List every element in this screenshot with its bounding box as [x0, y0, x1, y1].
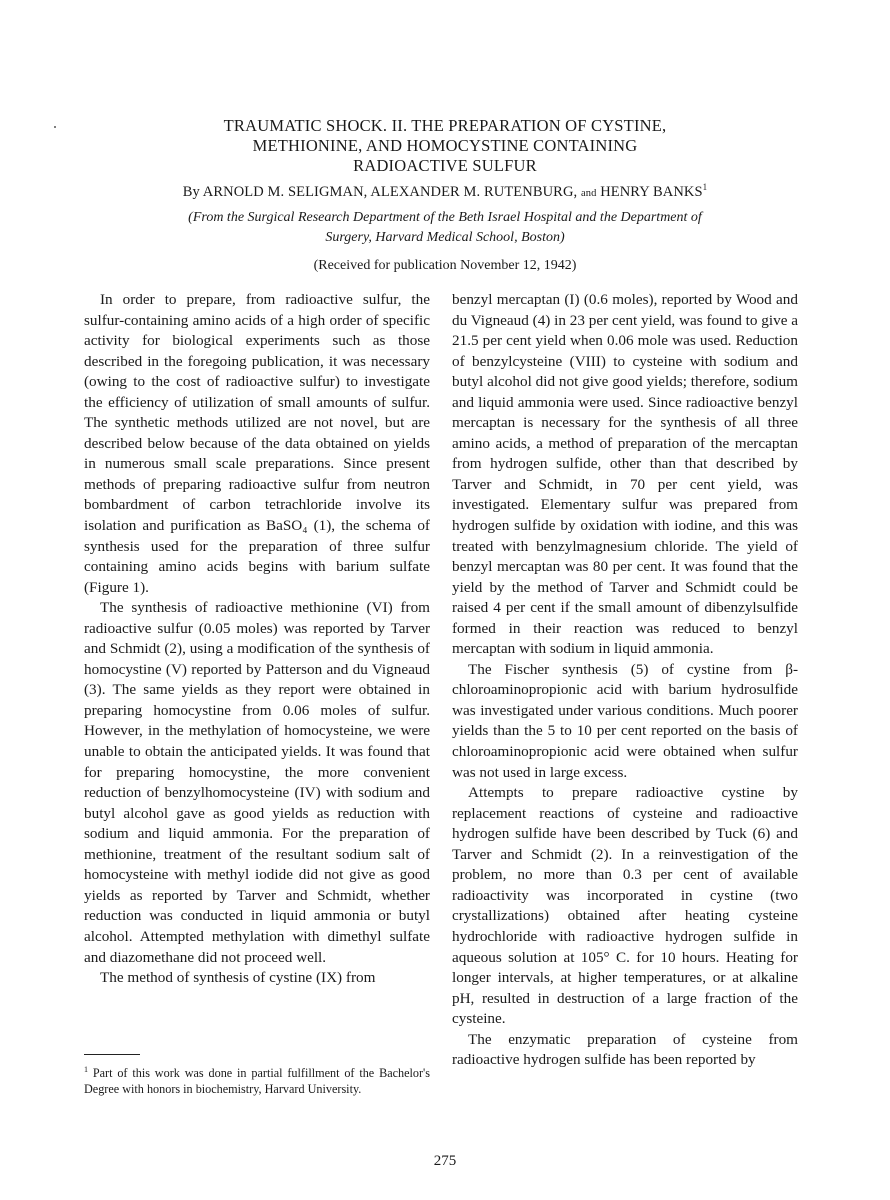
and-word: and	[580, 187, 597, 199]
paragraph: Attempts to prepare radioactive cystine by replacement reactions of cysteine and radioactive hydrogen sulfide have been described by Tuck (6) and Tarver and Schmidt (2). In a reinvestigation of the problem, no more than 0.3 per cent of available radioactivity was incorporated in cystine (two crystallizations) obtained after heating cysteine hydrochloride with radioactive hydrogen sulfide in aqueous solution at 105° C. for 10 hours. Heating for longer intervals, at higher temperatures, or at alkaline pH, resulted in destruction of a large fraction of the cysteine.	[452, 784, 798, 1028]
page-number: 275	[433, 1153, 457, 1169]
footnote-rule	[84, 1054, 140, 1055]
right-column	[452, 290, 798, 1071]
speck-mark	[54, 126, 56, 128]
footnote-marker: 1	[702, 182, 708, 192]
author-line	[100, 182, 790, 201]
author-names: ARNOLD M. SELIGMAN, ALEXANDER M. RUTENBURG,	[202, 183, 578, 200]
title-line: TRAUMATIC SHOCK. II. THE PREPARATION OF CYSTINE,	[223, 116, 667, 135]
footnote-text: Part of this work was done in partial fulfillment of the Bachelor's Degree with honors in biochemistry, Harvard University.	[84, 1066, 431, 1097]
affiliation-line: (From the Surgical Research Department of the Beth Israel Hospital and the Department of	[188, 210, 702, 225]
left-column	[84, 290, 430, 989]
paragraph: The Fischer synthesis (5) of cystine from β-chloroaminopropionic acid with barium hydrosulfide was investigated under various conditions. Much poorer yields than the 5 to 10 per cent reported on the basis of chloroaminopropionic acid were obtained when sulfur was not used in large excess.	[452, 660, 798, 781]
by-word: By	[182, 183, 200, 200]
affiliation-line: Surgery, Harvard Medical School, Boston)	[325, 230, 565, 245]
title-line: METHIONINE, AND HOMOCYSTINE CONTAINING	[252, 136, 638, 155]
received-date: (Received for publication November 12, 1942)	[313, 258, 577, 273]
paragraph: benzyl mercaptan (I) (0.6 moles), reported by Wood and du Vigneaud (4) in 23 per cent yield, was found to give a 21.5 per cent yield when 0.06 mole was used. Reduction of benzylcysteine (VIII) to cysteine with sodium and butyl alcohol did not give good yields; therefore, sodium and liquid ammonia were used. Since radioactive benzyl mercaptan is necessary for the synthesis of all three amino acids, a method of preparation of the mercaptan from hydrogen sulfide, other than that described by Tarver and Schmidt, in 70 per cent yield, was investigated. Elementary sulfur was prepared from hydrogen sulfide by oxidation with iodine, and this was treated with benzylmagnesium chloride. The yield of benzyl mercaptan was 80 per cent. It was found that the yield by the method of Tarver and Schmidt could be raised 4 per cent if the small amount of dibenzylsulfide formed in their reaction was reduced to benzyl mercaptan with sodium in liquid ammonia.	[452, 291, 798, 658]
author-last: HENRY BANKS	[600, 183, 703, 200]
footnote	[84, 1062, 430, 1097]
paragraph: In order to prepare, from radioactive sulfur, the sulfur-containing amino acids of a high order of specific activity for biological experiments such as those described in the foregoing publication, it was necessary (owing to the cost of radioactive sulfur) to investigate the efficiency of utilization of small amounts of sulfur. The synthetic methods utilized are not novel, but are described below because of the data obtained on yields in numerous small scale preparations. Since present methods of preparing radioactive sulfur from neutron bombardment of carbon tetrachloride involve its isolation and purification as BaSO₄ (1), the schema of synthesis used for the preparation of three sulfur containing amino acids begins with barium sulfate (Figure 1).	[84, 291, 430, 596]
paragraph: The synthesis of radioactive methionine (VI) from radioactive sulfur (0.05 moles) was reported by Tarver and Schmidt (2), using a modification of the synthesis of homocystine (V) reported by Patterson and du Vigneaud (3). The same yields as they report were obtained in preparing homocystine from 0.06 moles of sulfur. However, in the methylation of homocysteine, we were unable to obtain the anticipated yields. It was found that for preparing homocystine, the more convenient reduction of benzylhomocysteine (IV) with sodium and butyl alcohol gave as good yields as reduction with sodium and liquid ammonia. For the preparation of methionine, treatment of the resultant sodium salt of homocysteine with methyl iodide did not give as good yields as reported by Tarver and Schmidt, whether reduction was conducted in liquid ammonia or butyl alcohol. Attempted methylation with dimethyl sulfate and diazomethane did not proceed well.	[84, 599, 430, 966]
title-line: RADIOACTIVE SULFUR	[353, 156, 537, 175]
paragraph: The method of synthesis of cystine (IX) from	[100, 969, 376, 987]
affiliation	[100, 208, 790, 248]
article-title	[100, 116, 790, 176]
paragraph: The enzymatic preparation of cysteine from radioactive hydrogen sulfide has been reported by	[452, 1030, 798, 1069]
footnote-mark: 1	[84, 1065, 88, 1074]
